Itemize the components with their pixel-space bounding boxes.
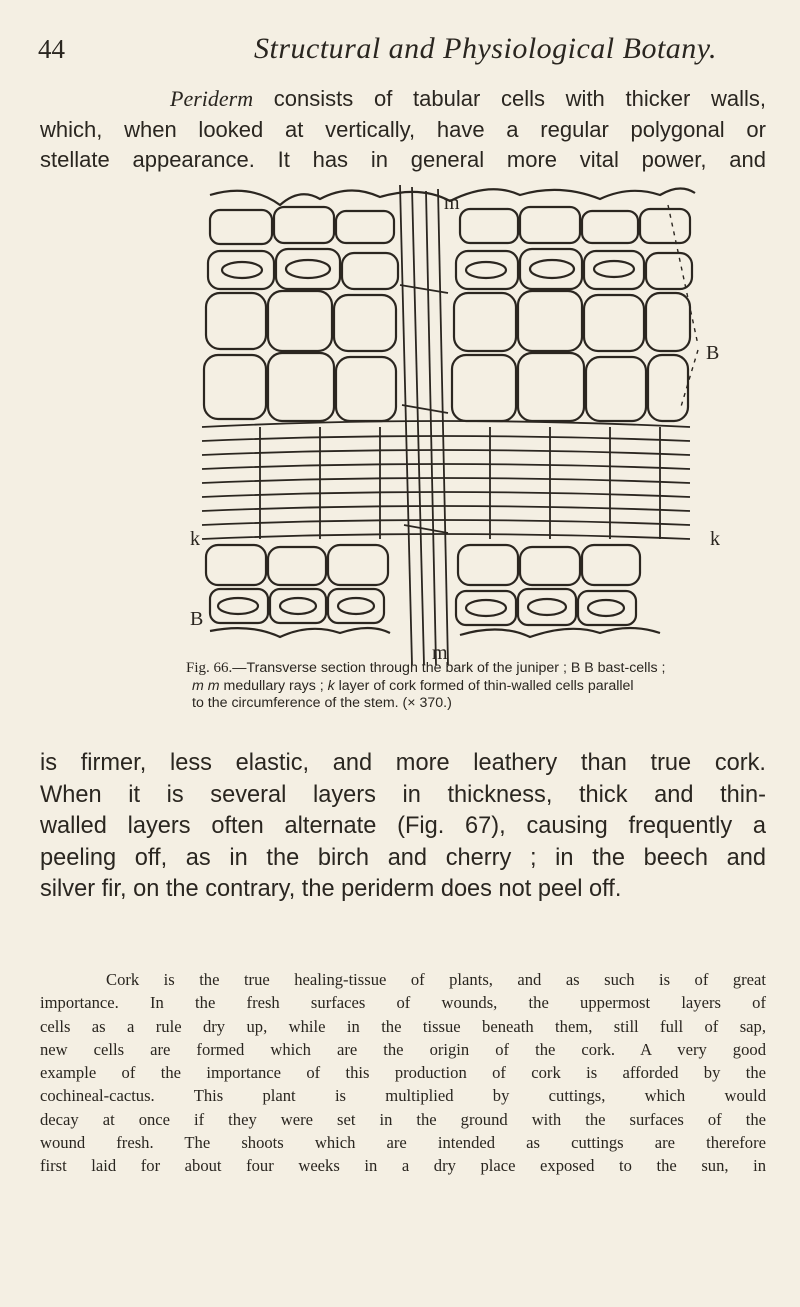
intro-line-1: consists of tabular cells with thicker walls, — [253, 86, 766, 111]
label-k-right: k — [710, 528, 720, 550]
cork-paragraph — [40, 968, 766, 1178]
periderm-paragraph — [40, 748, 766, 906]
medullary-ray — [400, 185, 448, 665]
p3-line: cochineal-cactus. This plant is multiplied by cuttings, which would — [40, 1086, 766, 1106]
label-m-top: m — [444, 192, 460, 214]
caption-mm: m m — [192, 677, 220, 694]
label-k-left: k — [190, 528, 200, 550]
cork-layer — [202, 421, 690, 539]
caption-line-2b: layer of cork formed of thin-walled cells parallel — [334, 677, 634, 694]
p2-line: When it is several layers in thickness, thick and thin- — [40, 781, 766, 808]
label-B-right: B — [706, 342, 720, 364]
p3-line: Cork is the true healing-tissue of plants, and as such is of great — [106, 970, 766, 989]
running-header — [38, 28, 758, 78]
p3-line: new cells are formed which are the origin of the cork. A very good — [40, 1039, 766, 1059]
p2-line: peeling off, as in the birch and cherry ; in the beech and — [40, 844, 766, 871]
p3-line: cells as a rule dry up, while in the tissue beneath them, still full of sap, — [40, 1016, 766, 1036]
page-number: 44 — [38, 34, 65, 64]
label-B-left: B — [190, 608, 204, 630]
label-m-bottom: m — [432, 642, 448, 664]
p3-line: importance. In the fresh surfaces of wounds, the uppermost layers of — [40, 993, 766, 1013]
intro-line-2: which, when looked at vertically, have a regular polygonal or — [40, 116, 766, 142]
running-title: Structural and Physiological Botany. — [254, 32, 717, 65]
intro-paragraph — [40, 84, 766, 176]
intro-line-3: stellate appearance. It has in general more vital power, and — [40, 147, 766, 172]
figure-66-bark-section — [190, 165, 780, 670]
p3-line: wound fresh. The shoots which are intended as cuttings are therefore — [40, 1133, 766, 1153]
B-indicator-line — [668, 205, 698, 345]
term-periderm: Periderm — [170, 86, 254, 111]
caption-line-1: —Transverse section through the bark of the juniper ; B B bast-cells ; — [232, 660, 666, 676]
p3-line: first laid for about four weeks in a dry place exposed to the sun, in — [40, 1156, 766, 1176]
p2-line: walled layers often alternate (Fig. 67), causing frequently a — [40, 813, 766, 839]
upper-cell-rows — [204, 207, 692, 421]
p3-line: decay at once if they were set in the ground with the surfaces of the — [40, 1109, 766, 1129]
p2-line: silver fir, on the contrary, the periderm does not peel off. — [40, 876, 622, 902]
caption-line-3: to the circumference of the stem. (× 370.) — [192, 695, 452, 711]
caption-k: k — [327, 677, 335, 694]
p2-line: is firmer, less elastic, and more leathery than true cork. — [40, 750, 766, 776]
caption-line-2a: medullary rays ; — [219, 677, 328, 694]
caption-fig-label: Fig. 66. — [186, 660, 233, 676]
bark-section-drawing — [190, 165, 780, 670]
figure-caption — [186, 660, 766, 713]
p3-line: example of the importance of this production of cork is afforded by the — [40, 1063, 766, 1083]
